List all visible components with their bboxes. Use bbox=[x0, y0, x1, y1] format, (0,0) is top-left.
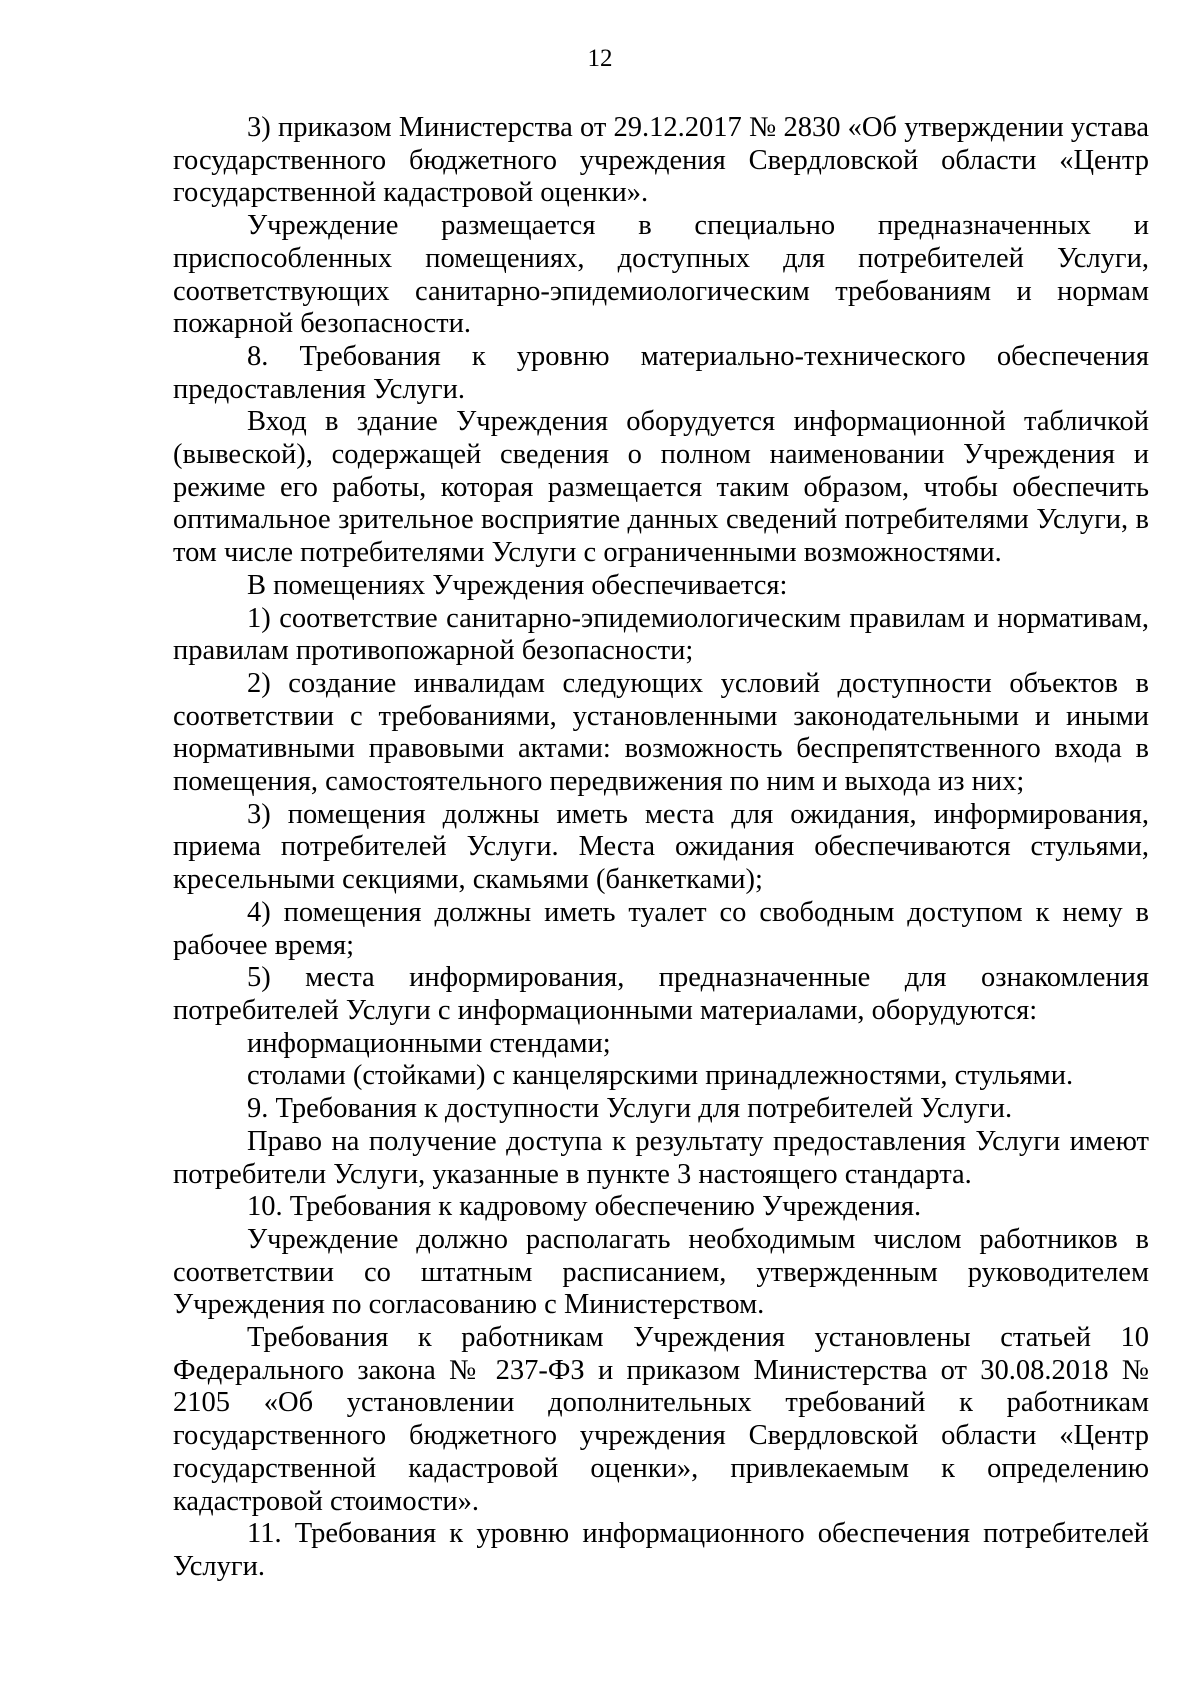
paragraph-order-2830: 3) приказом Министерства от 29.12.2017 № 2830 «Об утверждении устава государственного бюджетного учреждения Свердловской области «Центр государственной кадастровой оценки». bbox=[173, 112, 1149, 209]
paragraph-section-9-heading: 9. Требования к доступности Услуги для потребителей Услуги. bbox=[247, 1093, 1013, 1125]
document-body bbox=[173, 112, 1149, 1584]
paragraph-item-3-waiting-areas: 3) помещения должны иметь места для ожидания, информирования, приема потребителей Услуги. Места ожидания обеспечиваются стульями, кресельными секциями, скамьями (банкетками); bbox=[173, 798, 1149, 896]
paragraph-section-11-heading: 11. Требования к уровню информационного обеспечения потребителей Услуги. bbox=[173, 1518, 1149, 1582]
paragraph-entrance-signage: Вход в здание Учреждения оборудуется информационной табличкой (вывеской), содержащей сведения о полном наименовании Учреждения и режиме его работы, которая размещается таким образом, чтобы обеспечить оптимальное зрительное восприятие данных сведений потребителями Услуги, в том числе потребителями Услуги с ограниченными возможностями. bbox=[173, 406, 1149, 569]
paragraph-access-right: Право на получение доступа к результату предоставления Услуги имеют потребители Услуги, указанные в пункте 3 настоящего стандарта. bbox=[173, 1125, 1149, 1190]
paragraph-tables-stationery: столами (стойками) с канцелярскими принадлежностями, стульями. bbox=[247, 1060, 1074, 1092]
paragraph-item-2-accessibility: 2) создание инвалидам следующих условий доступности объектов в соответствии с требованиями, установленными законодательными и иными нормативными правовыми актами: возможность беспрепятственного входа в помещения, самостоятельного передвижения по ним и выхода из них; bbox=[173, 667, 1149, 798]
page-number: 12 bbox=[587, 45, 613, 72]
paragraph-staffing: Учреждение должно располагать необходимым числом работников в соответствии со штатным расписанием, утвержденным руководителем Учреждения по согласованию с Министерством. bbox=[173, 1223, 1149, 1321]
paragraph-item-1-sanitary: 1) соответствие санитарно-эпидемиологическим правилам и нормативам, правилам противопожарной безопасности; bbox=[173, 602, 1149, 667]
paragraph-item-4-toilet: 4) помещения должны иметь туалет со свободным доступом к нему в рабочее время; bbox=[173, 896, 1149, 961]
paragraph-information-stands: информационными стендами; bbox=[247, 1027, 611, 1059]
paragraph-item-5-information-places: 5) места информирования, предназначенные для ознакомления потребителей Услуги с информационными материалами, оборудуются: bbox=[173, 962, 1149, 1026]
paragraph-premises-provisions-intro: В помещениях Учреждения обеспечивается: bbox=[247, 569, 788, 601]
paragraph-premises-placement: Учреждение размещается в специально предназначенных и приспособленных помещениях, доступных для потребителей Услуги, соответствующих санитарно-эпидемиологическим требованиям и нормам пожарной безопасности. bbox=[173, 210, 1149, 340]
paragraph-section-10-heading: 10. Требования к кадровому обеспечению Учреждения. bbox=[247, 1191, 922, 1223]
paragraph-section-8-heading: 8. Требования к уровню материально-технического обеспечения предоставления Услуги. bbox=[173, 340, 1149, 405]
paragraph-employee-requirements: Требования к работникам Учреждения установлены статьей 10 Федерального закона № 237-ФЗ и приказом Министерства от 30.08.2018 № 2105 «Об установлении дополнительных требований к работникам государственного бюджетного учреждения Свердловской области «Центр государственной кадастровой оценки», привлекаемым к определению кадастровой стоимости». bbox=[173, 1322, 1149, 1517]
